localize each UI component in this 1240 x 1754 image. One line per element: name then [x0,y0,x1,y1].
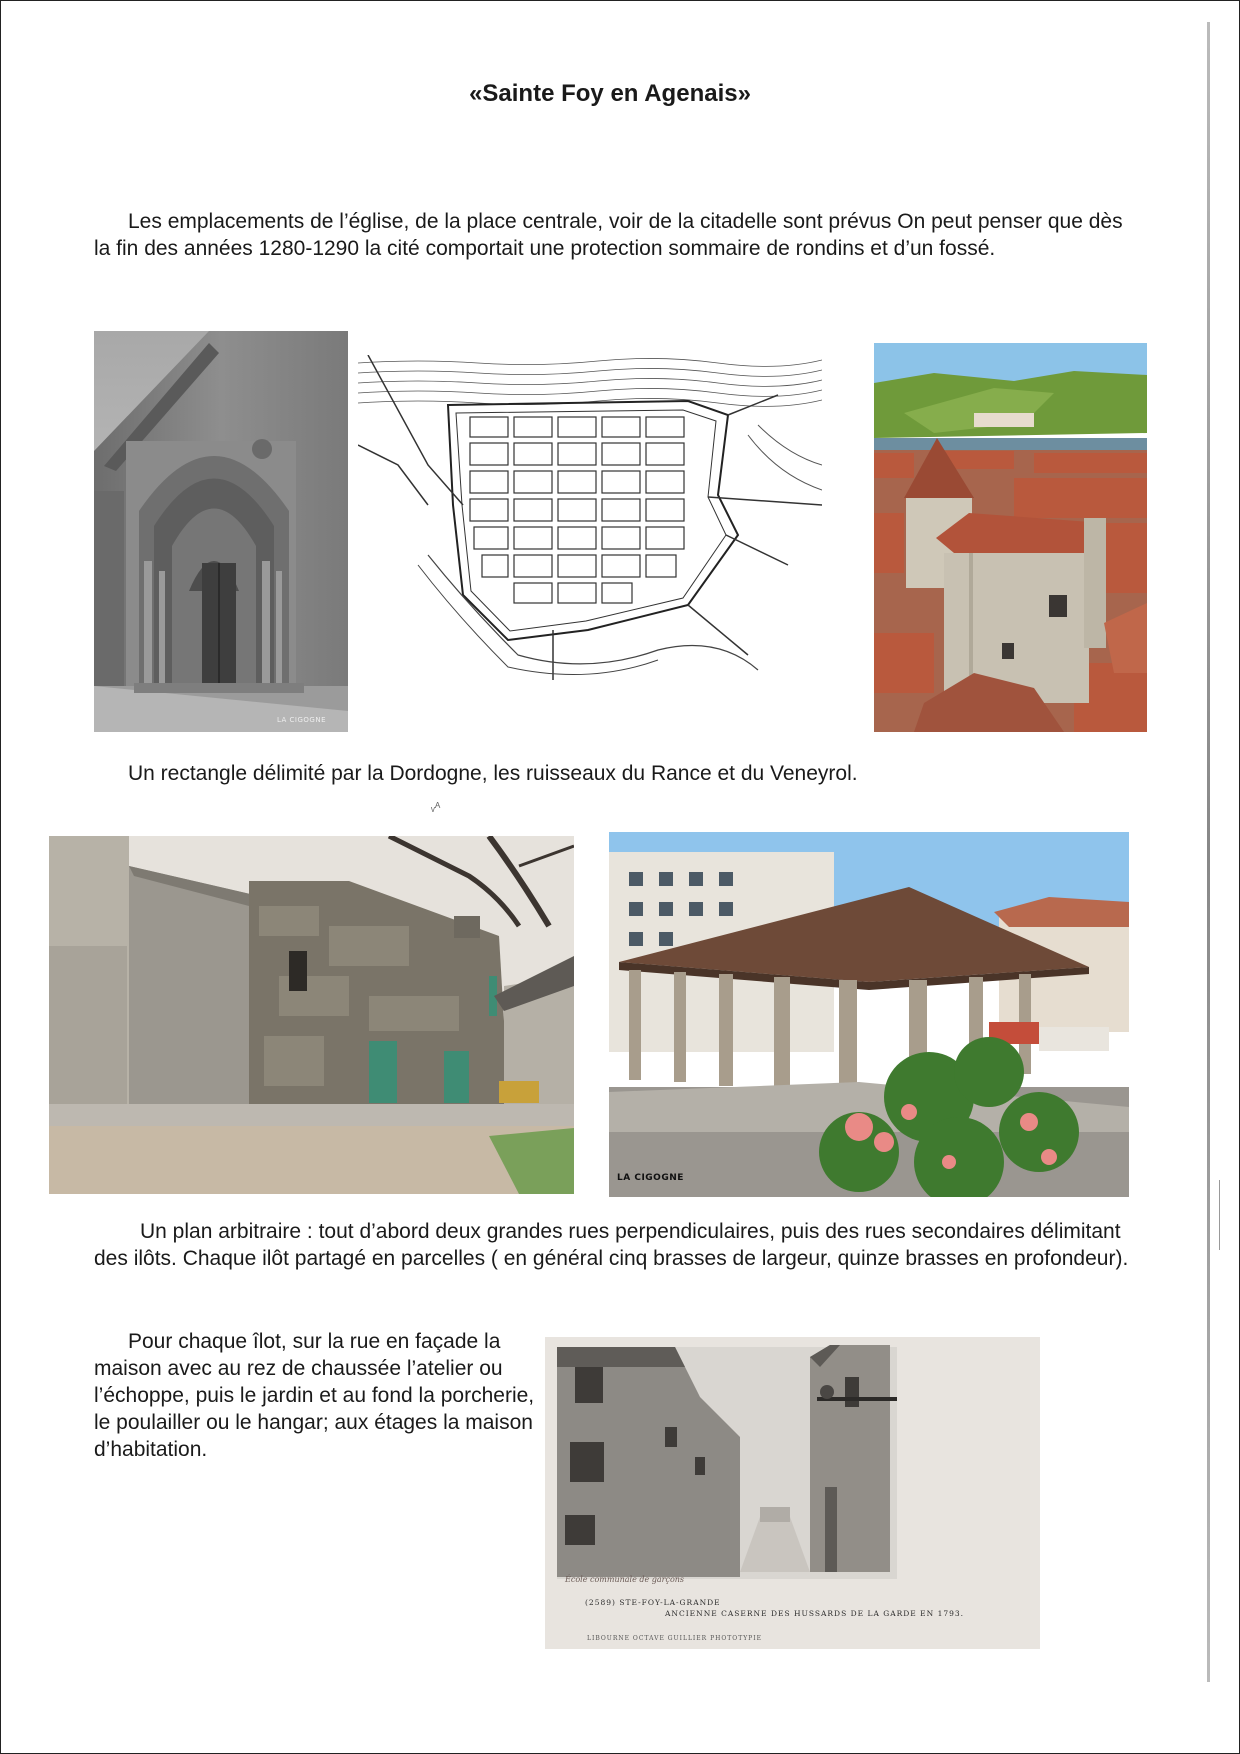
scan-edge-mark [1219,1180,1220,1250]
town-plan-drawing [358,355,822,680]
paragraph-text: Pour chaque îlot, sur la rue en façade la maison avec au rez de chaussée l’atelier ou l’échoppe, puis le jardin et au fond la porcherie, le poulailler ou le hangar; aux étages la maison d’habitation. [94,1330,535,1461]
scan-speck: ᵥᴬ [431,800,441,814]
paragraph-each-block [94,1328,539,1463]
postcard-caption-line1: (2589) STE-FOY-LA-GRANDE [585,1598,721,1607]
old-stone-house-photo [49,836,574,1194]
paragraph-text: Les emplacements de l’église, de la place centrale, voir de la citadelle sont prévus On peut penser que dès la fin des années 1280-1290 la cité comportait une protection sommaire de rondins et d’un fossé. [94,210,1123,260]
page-title: «Sainte Foy en Agenais» [469,80,751,107]
postcard-caption-line2: ANCIENNE CASERNE DES HUSSARDS DE LA GARDE EN 1793. [665,1609,965,1618]
paragraph-rectangle [94,760,1134,787]
paragraph-text: Un rectangle délimité par la Dordogne, les ruisseaux du Rance et du Veneyrol. [128,762,858,785]
paragraph-church-citadel [94,208,1134,262]
postcard-caption [585,1597,1005,1644]
handwritten-note: École communale de garçons [565,1575,685,1584]
paragraph-arbitrary-plan [94,1218,1134,1272]
photo-stamp: LA CIGOGNE [617,1173,684,1183]
church-portal-photo [94,331,348,732]
paragraph-text: Un plan arbitraire : tout d’abord deux grandes rues perpendiculaires, puis des rues secondaires délimitant des ilôts. Chaque ilôt partagé en parcelles ( en général cinq brasses de largeur, quinze brasses en profondeur). [94,1220,1129,1270]
market-hall-photo [609,832,1129,1197]
photo-stamp: LA CIGOGNE [276,716,326,724]
town-aerial-photo [874,343,1147,732]
postcard-caption-line3: LIBOURNE OCTAVE GUILLIER PHOTOTYPIE [587,1635,762,1642]
scan-edge-line [1207,22,1210,1682]
old-street-postcard [545,1337,1040,1649]
